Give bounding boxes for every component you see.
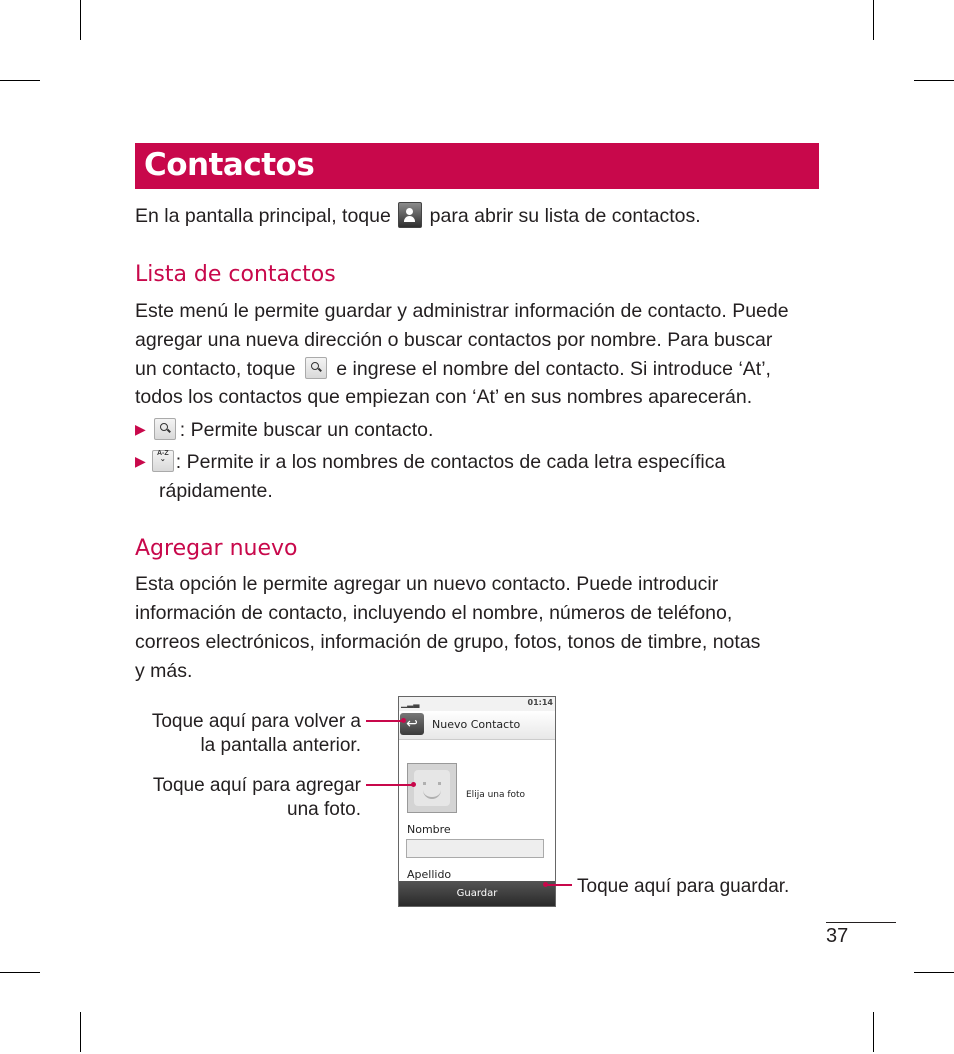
bullet-arrow-icon: ▶ [135,453,146,469]
page-number-rule [826,922,896,923]
search-icon [154,418,176,440]
intro-paragraph [135,202,701,231]
add-new-line-2: información de contacto, incluyendo el nombre, números de teléfono, [135,602,733,624]
bullet-search [135,416,433,446]
a-z-icon-label: A-Z [156,449,169,457]
page-number: 37 [826,925,849,947]
phone-screenshot [398,696,556,907]
crop-mark-bottom-left-h [0,972,40,973]
screen-title: Nuevo Contacto [432,718,521,731]
back-button[interactable] [400,713,424,735]
status-bar [399,697,555,711]
crop-mark-top-right-h [914,80,954,81]
crop-mark-top-left-v [80,0,81,40]
add-new-line-3: correos electrónicos, información de grupo, fotos, tonos de timbre, notas [135,631,761,653]
callout-back-dot [401,718,406,723]
heading-contact-list: Lista de contactos [135,262,336,287]
name-label: Nombre [407,823,451,836]
heading-add-new: Agregar nuevo [135,536,298,561]
contact-list-line-3-after: e ingrese el nombre del contacto. Si introduce ‘At’, [330,358,771,380]
callout-photo-line [366,784,414,786]
choose-photo-label: Elija una foto [466,790,526,800]
bullet-az [135,448,725,478]
status-time: 01:14 [527,698,553,707]
bullet-az-text-cont: rápidamente. [159,480,273,502]
contact-photo-placeholder-icon [414,770,450,806]
page-title: Contactos [144,147,315,183]
a-z-icon [152,450,174,472]
callout-photo-dot [411,782,416,787]
callout-photo-line-1: Toque aquí para agregar [152,775,361,796]
add-new-line-1: Esta opción le permite agregar un nuevo contacto. Puede introducir [135,573,719,595]
a-z-icon-arrow: ⌄ [159,455,166,463]
phone-header [399,711,555,740]
bullet-search-text: : Permite buscar un contacto. [179,419,434,441]
name-field[interactable] [406,839,544,858]
contact-list-line-3 [135,355,771,384]
surname-label: Apellido [407,868,452,881]
callout-back-line-2: la pantalla anterior. [200,735,361,756]
contact-list-line-3-before: un contacto, toque [135,358,301,380]
callout-photo [137,774,361,822]
signal-icon: ▁▂▃ [401,699,420,708]
add-new-line-4: y más. [135,660,193,682]
callout-photo-line-2: una foto. [287,799,361,820]
save-button[interactable]: Guardar [399,881,555,906]
callout-save-line [546,884,572,886]
callout-back-line-1: Toque aquí para volver a [151,711,361,732]
intro-text-before: En la pantalla principal, toque [135,205,397,227]
callout-back [137,710,361,758]
crop-mark-top-left-h [0,80,40,81]
callout-save: Toque aquí para guardar. [577,876,790,897]
crop-mark-bottom-right-v [873,1012,874,1052]
callout-back-line [366,720,404,722]
contact-list-line-1: Este menú le permite guardar y administrar información de contacto. Puede [135,300,789,322]
add-photo-button[interactable] [407,763,457,813]
intro-text-after: para abrir su lista de contactos. [424,205,701,227]
crop-mark-top-right-v [873,0,874,40]
bullet-arrow-icon: ▶ [135,421,146,437]
contacts-icon [398,202,422,228]
crop-mark-bottom-left-v [80,1012,81,1052]
contact-list-line-2: agregar una nueva dirección o buscar contactos por nombre. Para buscar [135,329,773,351]
bullet-az-text: : Permite ir a los nombres de contactos de cada letra específica [175,451,726,473]
contact-list-line-4: todos los contactos que empiezan con ‘At’ en sus nombres aparecerán. [135,386,753,408]
back-arrow-icon: ↩ [406,716,418,732]
section-title-bar [135,143,819,189]
crop-mark-bottom-right-h [914,972,954,973]
search-icon [305,357,327,379]
